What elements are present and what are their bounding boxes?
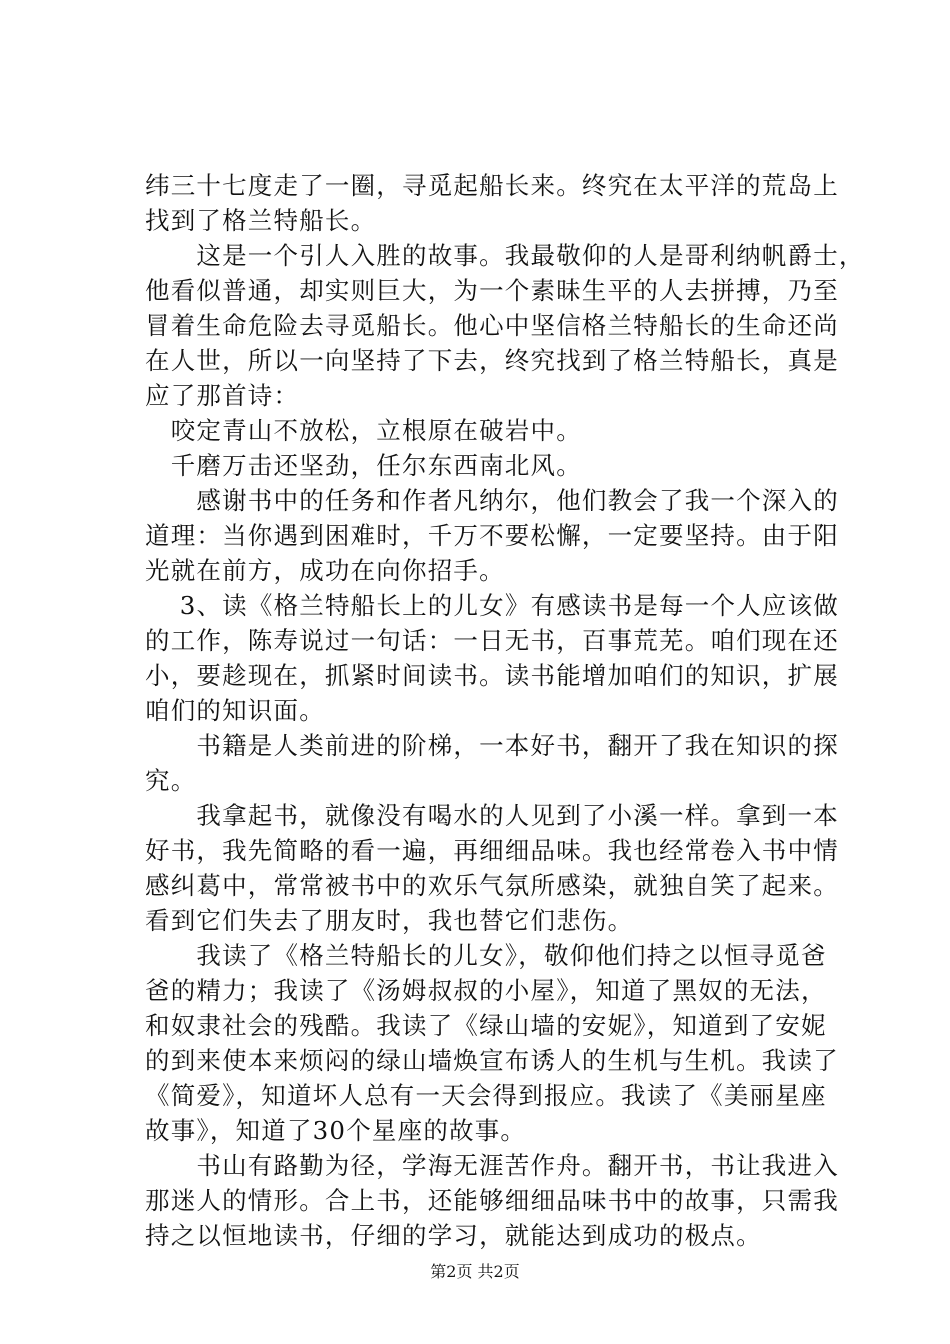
- text-line: 找到了格兰特船长。: [145, 206, 377, 235]
- text-line: 道理：当你遇到困难时，千万不要松懈，一定要坚持。由于阳: [145, 521, 839, 550]
- text-line: 看到它们失去了朋友时，我也替它们悲伤。: [145, 906, 634, 935]
- text-line: 和奴隶社会的残酷。我读了《绿山墙的安妮》，知道到了安妮: [145, 1011, 827, 1040]
- page-number-footer: 第2页 共2页: [430, 1262, 520, 1281]
- text-line: 的工作，陈寿说过一句话：一日无书，百事荒芜。咱们现在还: [145, 626, 839, 655]
- text-line: 书籍是人类前进的阶梯，一本好书，翻开了我在知识的探: [145, 731, 839, 760]
- text-line: 故事》，知道了30个星座的故事。: [145, 1116, 527, 1145]
- text-line: 持之以恒地读书，仔细的学习，就能达到成功的极点。: [145, 1221, 762, 1250]
- text-line: 书山有路勤为径，学海无涯苦作舟。翻开书，书让我进入: [145, 1151, 839, 1180]
- text-line: 这是一个引人入胜的故事。我最敬仰的人是哥利纳帆爵士，: [145, 241, 865, 270]
- text-line: 纬三十七度走了一圈，寻觅起船长来。终究在太平洋的荒岛上: [145, 171, 839, 200]
- text-line: 冒着生命危险去寻觅船长。他心中坚信格兰特船长的生命还尚: [145, 311, 839, 340]
- text-line: 3、读《格兰特船长上的儿女》有感读书是每一个人应该做: [145, 591, 839, 620]
- poem-line: 千磨万击还坚劲，任尔东西南北风。: [145, 451, 582, 480]
- text-line: 光就在前方，成功在向你招手。: [145, 556, 505, 585]
- text-line: 在人世，所以一向坚持了下去，终究找到了格兰特船长，真是: [145, 346, 839, 375]
- text-line: 《简爱》，知道坏人总有一天会得到报应。我读了《美丽星座: [145, 1081, 827, 1110]
- text-line: 究。: [145, 766, 197, 795]
- text-line: 感谢书中的任务和作者凡纳尔，他们教会了我一个深入的: [145, 486, 839, 515]
- poem-line: 咬定青山不放松，立根原在破岩中。: [145, 416, 582, 445]
- text-line: 他看似普通，却实则巨大，为一个素昧生平的人去拼搏，乃至: [145, 276, 839, 305]
- text-line: 应了那首诗：: [145, 381, 300, 410]
- text-line: 咱们的知识面。: [145, 696, 325, 725]
- text-line: 感纠葛中，常常被书中的欢乐气氛所感染，就独自笑了起来。: [145, 871, 839, 900]
- document-body: [145, 168, 865, 1253]
- text-line: 小，要趁现在，抓紧时间读书。读书能增加咱们的知识，扩展: [145, 661, 839, 690]
- text-line: 的到来使本来烦闷的绿山墙焕宣布诱人的生机与生机。我读了: [145, 1046, 839, 1075]
- text-line: 好书，我先简略的看一遍，再细细品味。我也经常卷入书中情: [145, 836, 839, 865]
- text-line: 那迷人的情形。合上书，还能够细细品味书中的故事，只需我: [145, 1186, 839, 1215]
- text-line: 爸的精力；我读了《汤姆叔叔的小屋》，知道了黑奴的无法，: [145, 976, 827, 1005]
- text-line: 我读了《格兰特船长的儿女》，敬仰他们持之以恒寻觅爸: [145, 941, 827, 970]
- text-line: 我拿起书，就像没有喝水的人见到了小溪一样。拿到一本: [145, 801, 839, 830]
